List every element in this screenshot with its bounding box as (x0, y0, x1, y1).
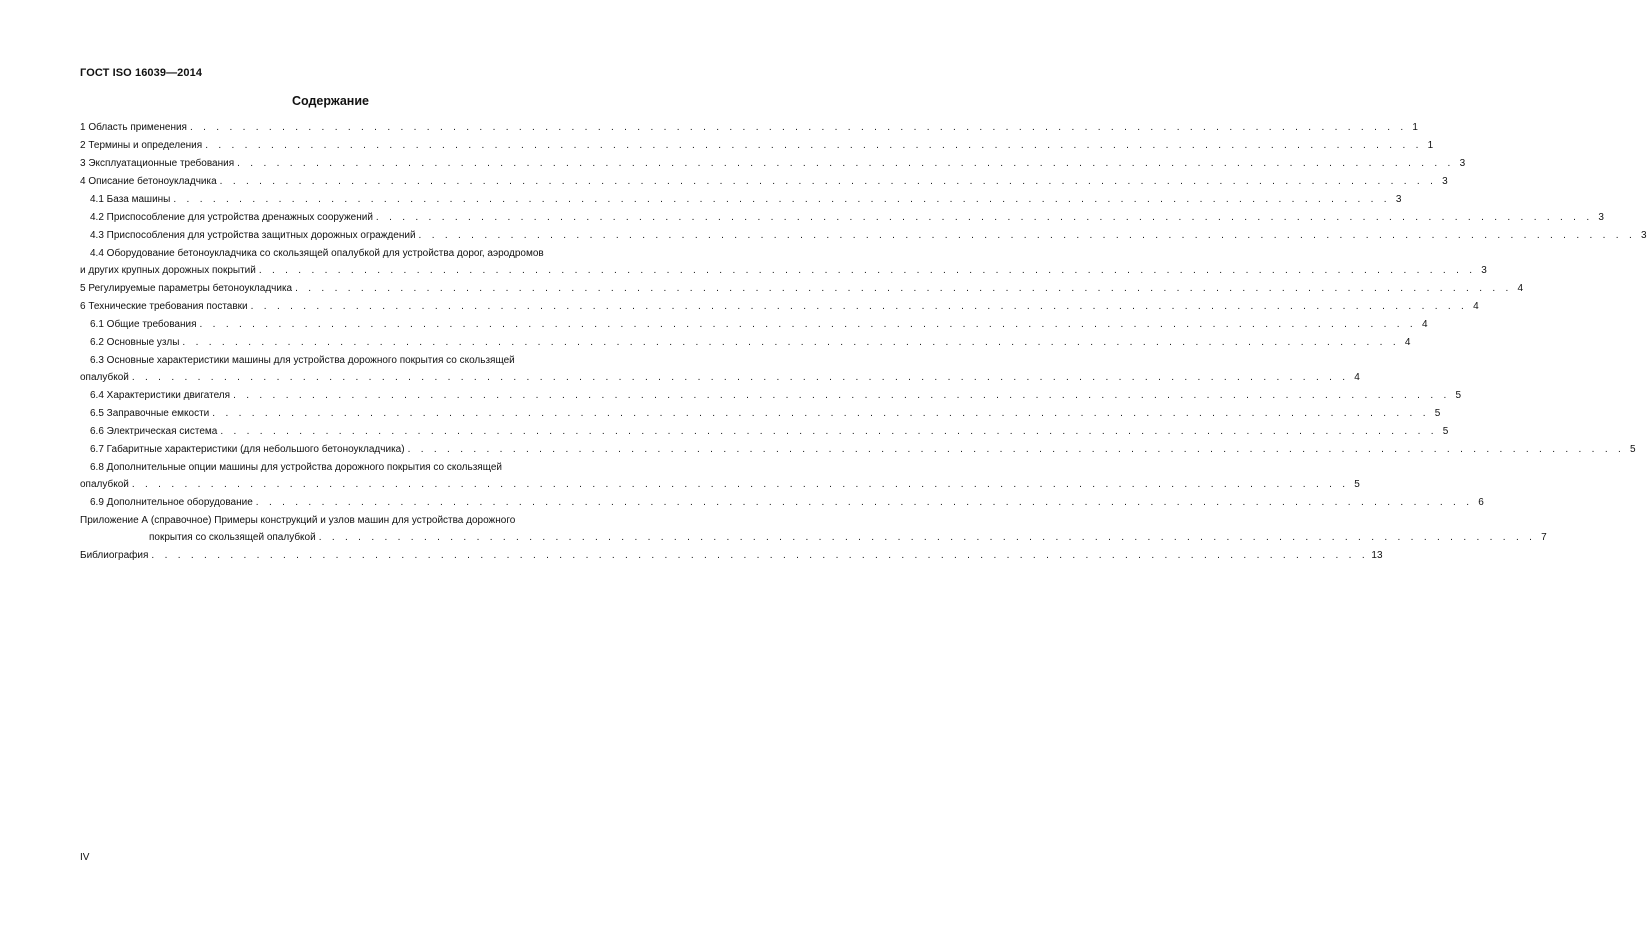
toc-entry-text: 6.1 Общие требования (90, 319, 197, 330)
toc-entry-page: 3 (1442, 176, 1448, 187)
dot-leader: . . . . . . . . . . . . . . . . . . . . . . . . . . . . . . . . . . . . . . . . . . . . . . . . . . . . . . . . . . . . . . . . . . . . . . . . . . . . . . . . . . . . . . . . . . . . . (131, 372, 1349, 383)
toc-entry-page: 7 (1541, 532, 1547, 543)
toc-entry-text: 6.6 Электрическая система (90, 426, 218, 437)
toc-entry-page: 3 (1481, 265, 1487, 276)
toc-entry-4[interactable] (80, 173, 1448, 191)
toc-entry-page: 13 (1371, 550, 1383, 561)
toc-entry-page: 5 (1455, 390, 1462, 401)
toc-entry-text: 3 Эксплуатационные требования (80, 158, 235, 169)
toc-entry-text-line1: 4.4 Оборудование бетоноукладчика со скользящей опалубкой для устройства дорог, аэродромов (90, 248, 544, 259)
toc-entry-page: 3 (1459, 158, 1466, 169)
toc-entry-4-3[interactable] (80, 227, 1647, 245)
toc-entry-text-line1: Приложение А (справочное) Примеры конструкций и узлов машин для устройства дорожного (80, 515, 516, 526)
toc-entry-text: 4.2 Приспособление для устройства дренажных сооружений (90, 212, 373, 223)
dot-leader: . . . . . . . . . . . . . . . . . . . . . . . . . . . . . . . . . . . . . . . . . . . . . . . . . . . . . . . . . . . . . . . . . . . . . . . . . . . . . . . . . . . . . . . . . . . . . (131, 479, 1349, 490)
dot-leader: . . . . . . . . . . . . . . . . . . . . . . . . . . . . . . . . . . . . . . . . . . . . . . . . . . . . . . . . . . . . . . . . . . . . . . . . . . . . . . . . . . . . . . . . . . . . . (375, 212, 1593, 223)
toc-entry-4-4[interactable] (80, 245, 1487, 280)
toc-entry-4-1[interactable] (80, 191, 1402, 209)
dot-leader: . . . . . . . . . . . . . . . . . . . . . . . . . . . . . . . . . . . . . . . . . . . . . . . . . . . . . . . . . . . . . . . . . . . . . . . . . . . . . . . . . . . . . . . . . . . . . (237, 158, 1455, 169)
toc-entry-text: опалубкой (80, 479, 129, 490)
toc-entry-text: 6.2 Основные узлы (90, 337, 180, 348)
toc-entry-text: 6.9 Дополнительное оборудование (90, 497, 253, 508)
table-of-contents (80, 119, 1647, 565)
page-number: IV (80, 852, 90, 863)
dot-leader: . . . . . . . . . . . . . . . . . . . . . . . . . . . . . . . . . . . . . . . . . . . . . . . . . . . . . . . . . . . . . . . . . . . . . . . . . . . . . . . . . . . . . . . . . . . . . (151, 550, 1369, 561)
dot-leader: . . . . . . . . . . . . . . . . . . . . . . . . . . . . . . . . . . . . . . . . . . . . . . . . . . . . . . . . . . . . . . . . . . . . . . . . . . . . . . . . . . . . . . . . . . . . . (418, 230, 1636, 241)
toc-entry-3[interactable] (80, 155, 1466, 173)
dot-leader: . . . . . . . . . . . . . . . . . . . . . . . . . . . . . . . . . . . . . . . . . . . . . . . . . . . . . . . . . . . . . . . . . . . . . . . . . . . . . . . . . . . . . . . . . . . . . (220, 426, 1438, 437)
toc-entry-text: 4.1 База машины (90, 194, 171, 205)
toc-entry-annex-a[interactable] (80, 512, 1547, 547)
dot-leader: . . . . . . . . . . . . . . . . . . . . . . . . . . . . . . . . . . . . . . . . . . . . . . . . . . . . . . . . . . . . . . . . . . . . . . . . . . . . . . . . . . . . . . . . . . . . . (219, 176, 1437, 187)
toc-entry-6-4[interactable] (80, 387, 1462, 405)
toc-entry-page: 6 (1478, 497, 1484, 508)
toc-entry-text: 4.3 Приспособления для устройства защитных дорожных ограждений (90, 230, 416, 241)
toc-entry-6-5[interactable] (80, 405, 1441, 423)
toc-entry-page: 4 (1473, 301, 1479, 312)
toc-entry-text: 5 Регулируемые параметры бетоноукладчика (80, 283, 293, 294)
toc-entry-text-line1: 6.3 Основные характеристики машины для устройства дорожного покрытия со скользящей (90, 355, 515, 366)
toc-entry-text: 6 Технические требования поставки (80, 301, 248, 312)
dot-leader: . . . . . . . . . . . . . . . . . . . . . . . . . . . . . . . . . . . . . . . . . . . . . . . . . . . . . . . . . . . . . . . . . . . . . . . . . . . . . . . . . . . . . . . . . . . . . (258, 265, 1476, 276)
toc-title: Содержание (291, 94, 369, 108)
dot-leader: . . . . . . . . . . . . . . . . . . . . . . . . . . . . . . . . . . . . . . . . . . . . . . . . . . . . . . . . . . . . . . . . . . . . . . . . . . . . . . . . . . . . . . . . . . . . . (199, 319, 1417, 330)
toc-entry-6-9[interactable] (80, 494, 1484, 512)
toc-entry-page: 4 (1421, 319, 1428, 330)
toc-entry-page: 4 (1354, 372, 1360, 383)
toc-entry-text: Библиография (80, 550, 149, 561)
toc-entry-text: 6.7 Габаритные характеристики (для небольшого бетоноукладчика) (90, 444, 405, 455)
toc-entry-text: покрытия со скользящей опалубкой (149, 532, 316, 543)
toc-entry-page: 5 (1442, 426, 1449, 437)
toc-entry-text: 6.5 Заправочные емкости (90, 408, 210, 419)
toc-entry-6-2[interactable] (80, 334, 1411, 352)
dot-leader: . . . . . . . . . . . . . . . . . . . . . . . . . . . . . . . . . . . . . . . . . . . . . . . . . . . . . . . . . . . . . . . . . . . . . . . . . . . . . . . . . . . . . . . . . . . . . (182, 337, 1400, 348)
toc-entry-page: 5 (1434, 408, 1441, 419)
toc-entry-page: 3 (1640, 230, 1647, 241)
toc-entry-5[interactable] (80, 280, 1524, 298)
toc-entry-text: и других крупных дорожных покрытий (80, 265, 256, 276)
dot-leader: . . . . . . . . . . . . . . . . . . . . . . . . . . . . . . . . . . . . . . . . . . . . . . . . . . . . . . . . . . . . . . . . . . . . . . . . . . . . . . . . . . . . . . . . . . . . . (255, 497, 1473, 508)
dot-leader: . . . . . . . . . . . . . . . . . . . . . . . . . . . . . . . . . . . . . . . . . . . . . . . . . . . . . . . . . . . . . . . . . . . . . . . . . . . . . . . . . . . . . . . . . . . . . (173, 194, 1391, 205)
toc-entry-page: 5 (1630, 444, 1636, 455)
toc-entry-6-3[interactable] (80, 352, 1360, 387)
toc-entry-page: 4 (1404, 337, 1411, 348)
dot-leader: . . . . . . . . . . . . . . . . . . . . . . . . . . . . . . . . . . . . . . . . . . . . . . . . . . . . . . . . . . . . . . . . . . . . . . . . . . . . . . . . . . . . . . . . . . . . . (407, 444, 1625, 455)
toc-entry-6-1[interactable] (80, 316, 1428, 334)
toc-entry-6-7[interactable] (80, 441, 1636, 459)
toc-entry-1[interactable] (80, 119, 1418, 137)
toc-entry-text: 2 Термины и определения (80, 140, 203, 151)
toc-entry-text-line1: 6.8 Дополнительные опции машины для устройства дорожного покрытия со скользящей (90, 462, 502, 473)
standard-designation: ГОСТ ISO 16039—2014 (80, 67, 203, 79)
toc-entry-6[interactable] (80, 298, 1479, 316)
dot-leader: . . . . . . . . . . . . . . . . . . . . . . . . . . . . . . . . . . . . . . . . . . . . . . . . . . . . . . . . . . . . . . . . . . . . . . . . . . . . . . . . . . . . . . . . . . . . . (205, 140, 1423, 151)
toc-entry-page: 5 (1354, 479, 1360, 490)
dot-leader: . . . . . . . . . . . . . . . . . . . . . . . . . . . . . . . . . . . . . . . . . . . . . . . . . . . . . . . . . . . . . . . . . . . . . . . . . . . . . . . . . . . . . . . . . . . . . (212, 408, 1430, 419)
toc-entry-page: 3 (1598, 212, 1604, 223)
toc-entry-text: 6.4 Характеристики двигателя (90, 390, 231, 401)
toc-entry-page: 3 (1395, 194, 1402, 205)
toc-entry-page: 1 (1412, 122, 1418, 133)
dot-leader: . . . . . . . . . . . . . . . . . . . . . . . . . . . . . . . . . . . . . . . . . . . . . . . . . . . . . . . . . . . . . . . . . . . . . . . . . . . . . . . . . . . . . . . . . . . . . (189, 122, 1407, 133)
toc-entry-6-6[interactable] (80, 423, 1449, 441)
toc-entry-4-2[interactable] (80, 209, 1604, 227)
toc-entry-2[interactable] (80, 137, 1434, 155)
dot-leader: . . . . . . . . . . . . . . . . . . . . . . . . . . . . . . . . . . . . . . . . . . . . . . . . . . . . . . . . . . . . . . . . . . . . . . . . . . . . . . . . . . . . . . . . . . . . . (250, 301, 1468, 312)
toc-entry-text: опалубкой (80, 372, 129, 383)
toc-entry-text: 4 Описание бетоноукладчика (80, 176, 217, 187)
dot-leader: . . . . . . . . . . . . . . . . . . . . . . . . . . . . . . . . . . . . . . . . . . . . . . . . . . . . . . . . . . . . . . . . . . . . . . . . . . . . . . . . . . . . . . . . . . . . . (318, 532, 1536, 543)
toc-entry-bibliography[interactable] (80, 547, 1383, 565)
dot-leader: . . . . . . . . . . . . . . . . . . . . . . . . . . . . . . . . . . . . . . . . . . . . . . . . . . . . . . . . . . . . . . . . . . . . . . . . . . . . . . . . . . . . . . . . . . . . . (233, 390, 1451, 401)
toc-entry-text: 1 Область применения (80, 122, 187, 133)
dot-leader: . . . . . . . . . . . . . . . . . . . . . . . . . . . . . . . . . . . . . . . . . . . . . . . . . . . . . . . . . . . . . . . . . . . . . . . . . . . . . . . . . . . . . . . . . . . . . (295, 283, 1513, 294)
toc-entry-page: 4 (1517, 283, 1524, 294)
toc-entry-6-8[interactable] (80, 459, 1360, 494)
toc-entry-page: 1 (1427, 140, 1434, 151)
